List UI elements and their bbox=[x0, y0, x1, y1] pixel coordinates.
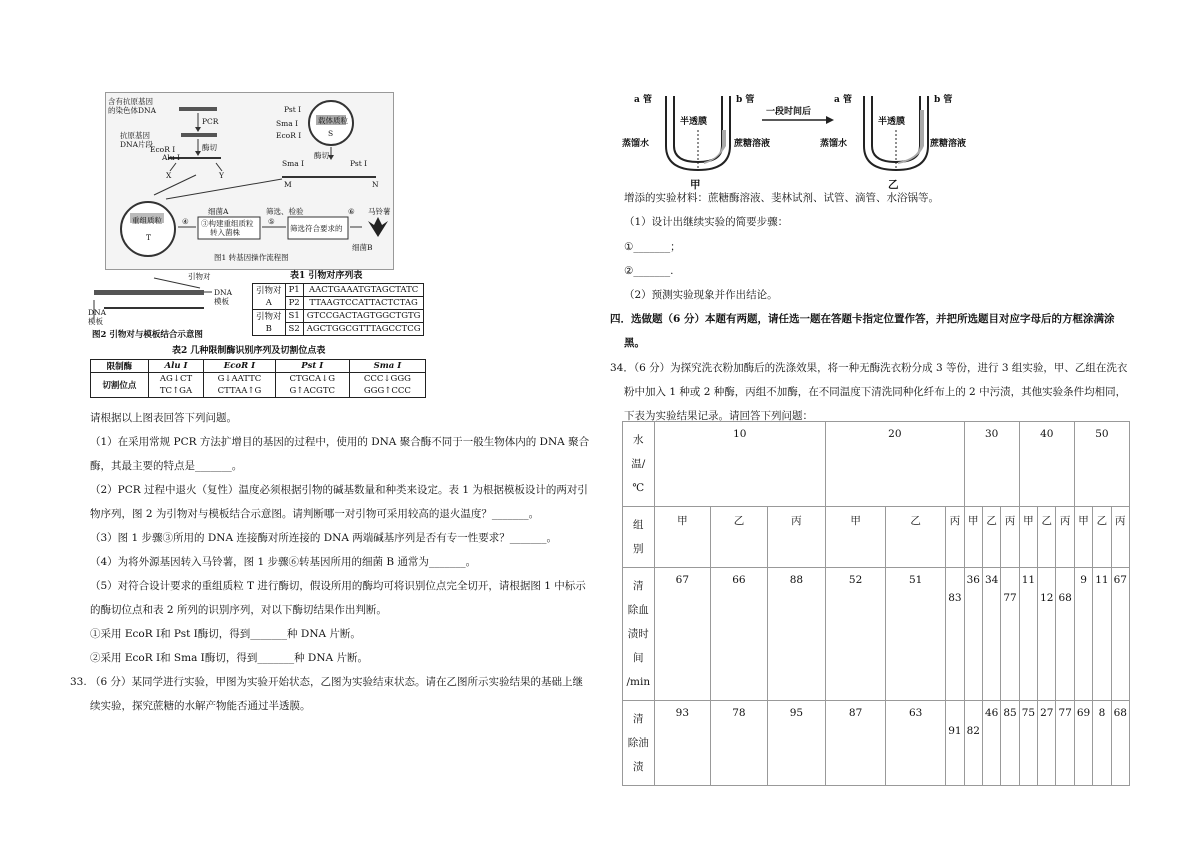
lbl-cut1: 酶切 bbox=[202, 143, 217, 152]
table-cell: CTTAA↑G bbox=[204, 385, 276, 398]
q34-line-3: 下表为实验结果记录。请回答下列问题： bbox=[624, 410, 813, 422]
table-cell: 切割位点 bbox=[91, 373, 149, 398]
body-line: ②采用 EcoR Ⅰ和 Sma Ⅰ酶切，得到_______种 DNA 片断。 bbox=[90, 652, 368, 664]
body-line: （2）PCR 过程中退火（复性）温度必须根据引物的碱基数量和种类来设定。表 1 为根据模板设计的两对引 bbox=[90, 484, 588, 496]
row-header-text: 清 bbox=[633, 580, 644, 592]
fig-sugar-1: 蔗糖溶液 bbox=[734, 139, 771, 149]
temp-cell: 10 bbox=[654, 422, 825, 507]
figure-1-drawing bbox=[106, 93, 393, 269]
fig-a-tube-2: a 管 bbox=[834, 95, 852, 105]
oil-value-cell: 78 bbox=[711, 701, 768, 786]
oil-value-cell: 85 bbox=[1001, 701, 1019, 786]
oil-value-cell: 77 bbox=[1056, 701, 1074, 786]
blood-value-cell: 9 bbox=[1074, 568, 1092, 701]
table-cell: TC↑GA bbox=[148, 385, 203, 398]
table-row bbox=[253, 297, 424, 310]
lbl-box2a: 筛选、检验 bbox=[266, 207, 304, 216]
table-header-cell: Alu I bbox=[148, 360, 203, 373]
oil-value-cell: 27 bbox=[1038, 701, 1056, 786]
table-cell: CCC↓GGG bbox=[349, 373, 425, 386]
table-cell: GTCCGACTAGTGGCTGTG bbox=[303, 310, 424, 323]
blood-value-cell: 11 bbox=[1093, 568, 1111, 701]
table-cell: G↓AATTC bbox=[204, 373, 276, 386]
blood-value-cell: 67 bbox=[654, 568, 711, 701]
row-header-text: 别 bbox=[633, 543, 644, 555]
body-line: 酶，其最主要的特点是_______。 bbox=[90, 460, 243, 472]
table-cell: S1 bbox=[285, 310, 303, 323]
lbl-gene2: DNA片段 bbox=[120, 140, 153, 149]
table-cell: P1 bbox=[285, 284, 303, 297]
blood-value-cell: 34 bbox=[982, 568, 1000, 701]
table-header-cell: 限制酶 bbox=[91, 360, 149, 373]
lbl-m: M bbox=[284, 180, 292, 189]
table-cell: B bbox=[253, 323, 286, 336]
q33-number: 33. bbox=[70, 676, 87, 688]
table-row bbox=[91, 360, 426, 373]
oil-value-cell: 75 bbox=[1019, 701, 1037, 786]
table-cell: A bbox=[253, 297, 286, 310]
table-row bbox=[253, 284, 424, 297]
fig-a-tube-1: a 管 bbox=[634, 95, 652, 105]
lbl-ecor2: EcoR I bbox=[276, 131, 302, 140]
temp-cell: 20 bbox=[826, 422, 965, 507]
temp-cell: 30 bbox=[964, 422, 1019, 507]
body-line: （1）在采用常规 PCR 方法扩增目的基因的过程中，使用的 DNA 聚合酶不同于一般生物体内的 DNA 聚合 bbox=[90, 436, 590, 448]
row-header-text: 间 bbox=[633, 652, 644, 664]
table-1-title: 表1 引物对序列表 bbox=[290, 271, 363, 281]
section-4-line-2: 黑。 bbox=[624, 337, 645, 349]
oil-value-cell: 8 bbox=[1093, 701, 1111, 786]
group-cell: 甲 bbox=[964, 507, 982, 568]
section-4-line-1: 四．选做题（6 分）本题有两题，请任选一题在答题卡指定位置作答，并把所选题目对应字母后的方框涂满涂 bbox=[610, 313, 1115, 325]
table-1-primers bbox=[252, 283, 424, 336]
lbl-recomb: 重组质粒 bbox=[132, 216, 162, 225]
row-header-oil bbox=[623, 701, 655, 786]
lbl-cellA: 细菌A bbox=[208, 207, 229, 216]
lbl-plasmid: 载体质粒 bbox=[318, 116, 348, 125]
group-cell: 乙 bbox=[1093, 507, 1111, 568]
body-line: 增添的实验材料：蔗糖酶溶液、斐林试剂、试管、滴管、水浴锅等。 bbox=[624, 192, 939, 204]
table-cell: 引物对 bbox=[253, 310, 286, 323]
table-row bbox=[91, 373, 426, 386]
lbl-t: T bbox=[146, 233, 152, 242]
fig-b-tube-1: b 管 bbox=[736, 95, 755, 105]
lbl-step6: ⑥ bbox=[348, 207, 355, 216]
blood-value-cell: 52 bbox=[826, 568, 886, 701]
blood-value-cell: 77 bbox=[1001, 568, 1019, 701]
body-line: 请根据以上图表回答下列问题。 bbox=[90, 412, 237, 424]
figure-1-caption: 图1 转基因操作流程图 bbox=[214, 253, 289, 262]
row-header-text: 组 bbox=[633, 519, 644, 531]
lbl-box2b: 筛选符合要求的 bbox=[290, 224, 343, 233]
fig2-lbl-dna2: DNA bbox=[88, 308, 106, 317]
row-header-temperature bbox=[623, 422, 655, 507]
lbl-alu: Alu I bbox=[162, 153, 180, 162]
figure-1-transgenic-flow bbox=[105, 92, 394, 270]
lbl-step5: ⑤ bbox=[268, 217, 275, 226]
group-cell: 甲 bbox=[654, 507, 711, 568]
oil-value-cell: 82 bbox=[964, 701, 982, 786]
blood-value-cell: 51 bbox=[886, 568, 946, 701]
lbl-x: X bbox=[166, 171, 172, 180]
blood-value-cell: 66 bbox=[711, 568, 768, 701]
lbl-box1b: 转入菌株 bbox=[210, 228, 240, 237]
body-line: （4）为将外源基因转入马铃薯，图 1 步骤⑥转基因所用的细菌 B 通常为_______。 bbox=[90, 556, 477, 568]
fig-arrow-label: 一段时间后 bbox=[766, 107, 812, 117]
group-cell: 乙 bbox=[982, 507, 1000, 568]
group-cell: 甲 bbox=[1074, 507, 1092, 568]
group-cell: 甲 bbox=[1019, 507, 1037, 568]
group-cell: 乙 bbox=[1038, 507, 1056, 568]
body-line: ①采用 EcoR Ⅰ和 Pst Ⅰ酶切，得到_______种 DNA 片断。 bbox=[90, 628, 361, 640]
lbl-pst2: Pst I bbox=[350, 159, 368, 168]
fig-water-1: 蒸馏水 bbox=[622, 139, 650, 149]
table-row bbox=[623, 507, 1130, 568]
row-header-text: ℃ bbox=[632, 482, 645, 494]
blood-value-cell: 12 bbox=[1038, 568, 1056, 701]
lbl-s: S bbox=[328, 129, 334, 138]
table-cell: S2 bbox=[285, 323, 303, 336]
oil-value-cell: 87 bbox=[826, 701, 886, 786]
group-cell: 乙 bbox=[711, 507, 768, 568]
table-cell: G↑ACGTC bbox=[275, 385, 349, 398]
lbl-step4: ④ bbox=[182, 217, 189, 226]
q34-line-1: 34．（6 分）为探究洗衣粉加酶后的洗涤效果，将一种无酶洗衣粉分成 3 等份，进行 3 组实验，甲、乙组在洗衣 bbox=[610, 362, 1128, 374]
table-cell: AACTGAAATGTAGCTATC bbox=[303, 284, 424, 297]
table-2-title: 表2 几种限制酶识别序列及切割位点表 bbox=[172, 346, 326, 356]
fig-sugar-2: 蔗糖溶液 bbox=[930, 139, 967, 149]
group-cell: 丙 bbox=[1001, 507, 1019, 568]
group-cell: 丙 bbox=[1056, 507, 1074, 568]
group-cell: 乙 bbox=[886, 507, 946, 568]
blood-value-cell: 88 bbox=[767, 568, 825, 701]
lbl-sma: Sma I bbox=[276, 119, 299, 128]
row-header-text: 除油 bbox=[627, 737, 649, 749]
group-cell: 甲 bbox=[826, 507, 886, 568]
fig2-lbl-tpl: 模板 bbox=[214, 297, 229, 306]
lbl-box1a: ③构建重组质粒 bbox=[201, 219, 254, 228]
lbl-cellB: 细菌B bbox=[352, 243, 373, 252]
body-line: （3）图 1 步骤③所用的 DNA 连接酶对所连接的 DNA 两端碱基序列是否有专一性要求？_______。 bbox=[90, 532, 558, 544]
temp-cell: 40 bbox=[1019, 422, 1074, 507]
row-header-text: 水 bbox=[633, 434, 644, 446]
temp-cell: 50 bbox=[1074, 422, 1129, 507]
fig2-lbl-dna: DNA bbox=[214, 288, 232, 297]
table-row bbox=[623, 701, 1130, 786]
body-line: ②_______. bbox=[624, 265, 674, 277]
lbl-sma2: Sma I bbox=[282, 159, 305, 168]
blood-value-cell: 83 bbox=[946, 568, 964, 701]
group-cell: 丙 bbox=[946, 507, 964, 568]
table-header-cell: EcoR I bbox=[204, 360, 276, 373]
table-row bbox=[253, 323, 424, 336]
oil-value-cell: 95 bbox=[767, 701, 825, 786]
body-line: ①_______； bbox=[624, 241, 681, 253]
lbl-cut2: 酶切 bbox=[314, 151, 329, 160]
blood-value-cell: 68 bbox=[1056, 568, 1074, 701]
lbl-y: Y bbox=[219, 171, 224, 180]
q33-line-1: （6 分）某同学进行实验，甲图为实验开始状态，乙图为实验结束状态。请在乙图所示实验结果的基础上继 bbox=[90, 676, 584, 688]
fig-water-2: 蒸馏水 bbox=[820, 139, 848, 149]
row-header-group bbox=[623, 507, 655, 568]
table-cell: P2 bbox=[285, 297, 303, 310]
oil-value-cell: 91 bbox=[946, 701, 964, 786]
figure-2-caption: 图2 引物对与模板结合示意图 bbox=[92, 330, 203, 340]
row-header-text: 渍时 bbox=[627, 628, 649, 640]
row-header-blood bbox=[623, 568, 655, 701]
q34-results-table bbox=[622, 421, 1130, 786]
lbl-pst: Pst I bbox=[284, 105, 302, 114]
fig-membrane-1: 半透膜 bbox=[680, 117, 708, 127]
q33-line-2: 续实验，探究蔗糖的水解产物能否通过半透膜。 bbox=[90, 700, 311, 712]
table-cell: GGG↑CCC bbox=[349, 385, 425, 398]
row-header-text: /min bbox=[626, 676, 651, 688]
blood-value-cell: 36 bbox=[964, 568, 982, 701]
body-line: （2）预测实验现象并作出结论。 bbox=[624, 289, 778, 301]
lbl-gene: 抗原基因 bbox=[120, 131, 150, 140]
lbl-n: N bbox=[372, 180, 379, 189]
oil-value-cell: 68 bbox=[1111, 701, 1129, 786]
body-line: （1）设计出继续实验的简要步骤： bbox=[624, 216, 789, 228]
row-header-text: 温/ bbox=[631, 458, 646, 470]
q34-line-2: 粉中加入 1 种或 2 种酶，丙组不加酶，在不同温度下清洗同种化纤布上的 2 中污渍，其他实验条件均相同， bbox=[624, 386, 1127, 398]
fig-b-tube-2: b 管 bbox=[934, 95, 953, 105]
table-cell: CTGCA↓G bbox=[275, 373, 349, 386]
table-2-enzymes bbox=[90, 359, 426, 398]
table-row bbox=[253, 310, 424, 323]
blood-value-cell: 67 bbox=[1111, 568, 1129, 701]
row-header-text: 渍 bbox=[633, 761, 644, 773]
table-cell: 引物对 bbox=[253, 284, 286, 297]
oil-value-cell: 69 bbox=[1074, 701, 1092, 786]
table-cell: AGCTGGCGTTTAGCCTCG bbox=[303, 323, 424, 336]
table-cell: TTAAGTCCATTACTCTAG bbox=[303, 297, 424, 310]
figure-u-tubes bbox=[622, 90, 967, 200]
lbl-ecor: EcoR I bbox=[150, 145, 176, 154]
lbl-chrom2: 的染色体DNA bbox=[108, 106, 156, 115]
table-header-cell: Sma I bbox=[349, 360, 425, 373]
lbl-pcr: PCR bbox=[202, 117, 219, 126]
table-header-cell: Pst I bbox=[275, 360, 349, 373]
lbl-chrom: 含有抗原基因 bbox=[108, 97, 153, 106]
oil-value-cell: 93 bbox=[654, 701, 711, 786]
fig2-lbl-pair: 引物对 bbox=[188, 272, 211, 281]
row-header-text: 除血 bbox=[627, 604, 649, 616]
lbl-plant: 马铃薯 bbox=[368, 207, 391, 216]
table-row bbox=[623, 422, 1130, 507]
table-cell: AG↓CT bbox=[148, 373, 203, 386]
row-header-text: 清 bbox=[633, 713, 644, 725]
body-line: 物序列，图 2 为引物对与模板结合示意图。请判断哪一对引物可采用较高的退火温度？_______。 bbox=[90, 508, 540, 520]
fig2-lbl-tpl2: 模板 bbox=[88, 317, 103, 326]
group-cell: 丙 bbox=[1111, 507, 1129, 568]
body-line: （5）对符合设计要求的重组质粒 T 进行酶切，假设所用的酶均可将识别位点完全切开，请根据图 1 中标示 bbox=[90, 580, 586, 592]
fig-membrane-2: 半透膜 bbox=[878, 117, 906, 127]
blood-value-cell: 11 bbox=[1019, 568, 1037, 701]
fig-yi: 乙 bbox=[888, 179, 899, 191]
figure-2-primer-template bbox=[88, 270, 248, 340]
table-row bbox=[623, 568, 1130, 701]
body-line: 的酶切位点和表 2 所列的识别序列，对以下酶切结果作出判断。 bbox=[90, 604, 387, 616]
oil-value-cell: 46 bbox=[982, 701, 1000, 786]
fig-jia: 甲 bbox=[690, 179, 701, 191]
oil-value-cell: 63 bbox=[886, 701, 946, 786]
group-cell: 丙 bbox=[767, 507, 825, 568]
